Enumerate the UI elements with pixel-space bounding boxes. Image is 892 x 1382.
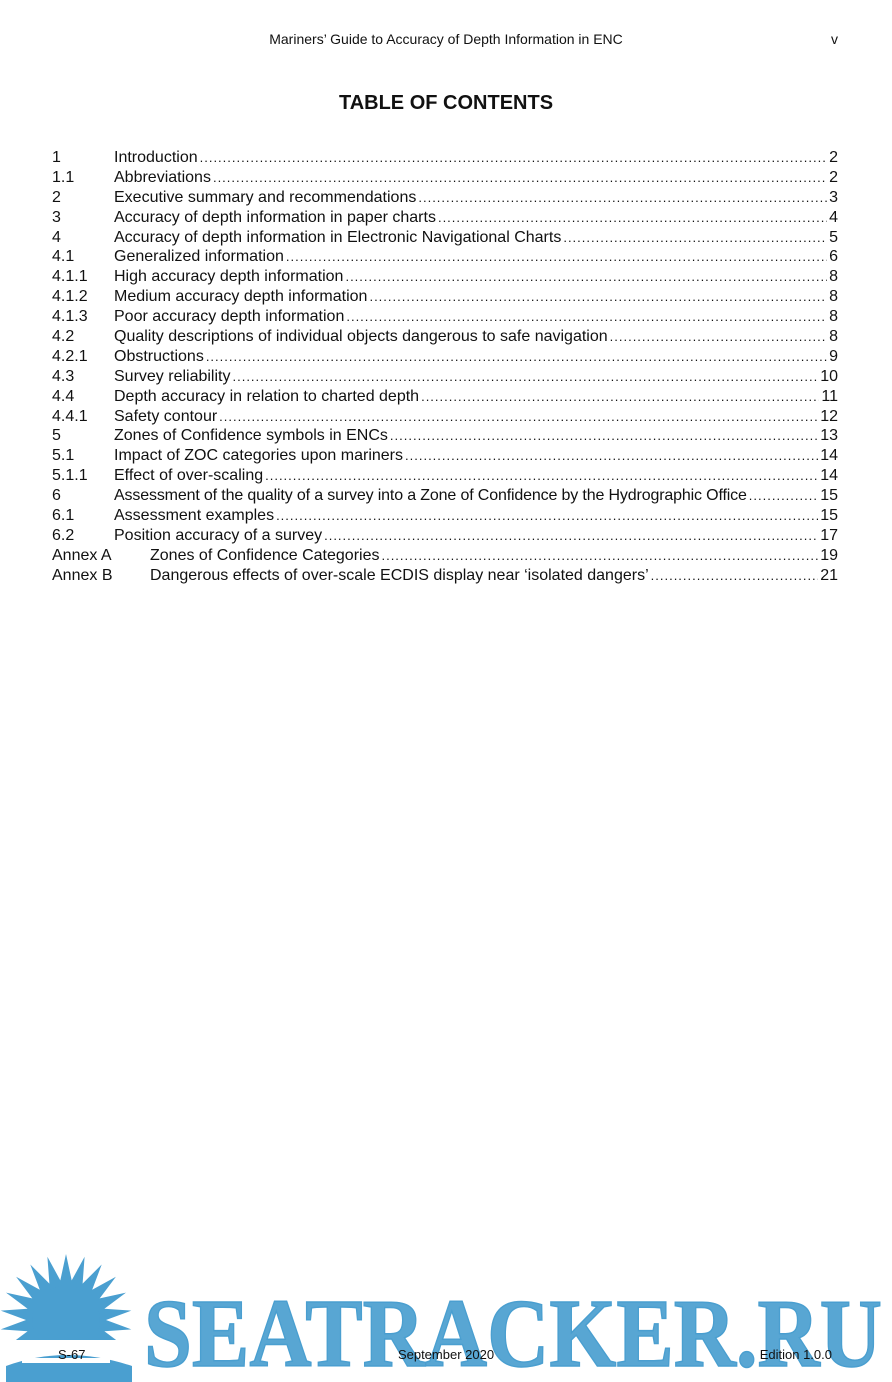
toc-entry-page: 2	[829, 149, 838, 166]
toc-entry-4-2[interactable]	[52, 327, 838, 347]
toc-entry-label: Zones of Confidence Categories	[150, 546, 380, 564]
toc-entry-label: Executive summary and recommendations	[114, 188, 417, 206]
dot-leader	[232, 367, 818, 387]
toc-entry-page: 15	[820, 487, 838, 505]
footer-edition: Edition 1.0.0	[759, 1347, 832, 1362]
dot-leader	[610, 327, 827, 347]
toc-entry-page: 19	[820, 546, 838, 564]
toc-entry-label: Quality descriptions of individual objects dangerous to safe navigation	[114, 328, 608, 346]
table-of-contents	[52, 148, 838, 586]
toc-entry-label: Obstructions	[114, 347, 204, 365]
toc-entry-label: Effect of over-scaling	[114, 467, 264, 485]
toc-entry-1[interactable]	[52, 148, 838, 168]
footer-date: September 2020	[397, 1347, 495, 1362]
toc-entry-annex-b[interactable]	[52, 566, 838, 586]
footer-document-code: S-67	[58, 1347, 86, 1362]
toc-entry-page: 3	[829, 188, 838, 206]
toc-entry-annex-a[interactable]	[52, 546, 838, 566]
toc-entry-page: 6	[829, 248, 838, 266]
toc-entry-label: Dangerous effects of over-scale ECDIS display near ‘isolated dangers’	[150, 566, 649, 584]
toc-entry-4-1[interactable]	[52, 247, 838, 267]
toc-entry-label: High accuracy depth information	[114, 268, 344, 286]
toc-entry-number: 4.4.1	[52, 407, 88, 425]
toc-entry-label: Zones of Confidence symbols in ENCs	[114, 427, 388, 445]
toc-entry-page: 14	[820, 467, 838, 485]
dot-leader	[265, 466, 818, 486]
toc-entry-label: Depth accuracy in relation to charted depth	[114, 387, 420, 405]
dot-leader	[418, 188, 827, 208]
dot-leader	[563, 228, 827, 248]
toc-entry-page: 17	[820, 526, 838, 544]
toc-entry-label: Assessment examples	[114, 507, 275, 525]
toc-entry-label: Accuracy of depth information in Electronic Navigational Charts	[114, 228, 562, 246]
toc-entry-number: Annex A	[52, 546, 112, 564]
toc-entry-page: 8	[829, 268, 838, 286]
toc-entry-page: 12	[820, 407, 838, 425]
toc-entry-number: 4.1.2	[52, 288, 88, 306]
toc-entry-4-1-1[interactable]	[52, 267, 838, 287]
dot-leader	[421, 387, 819, 407]
toc-entry-number: 4.1	[52, 248, 75, 266]
running-header-title: Mariners’ Guide to Accuracy of Depth Information in ENC	[269, 31, 623, 47]
toc-entry-number: 4.1.3	[52, 308, 88, 326]
toc-entry-number: 4.4	[52, 387, 75, 405]
toc-entry-page: 11	[821, 387, 838, 405]
toc-entry-label: Accuracy of depth information in paper charts	[114, 208, 436, 226]
toc-entry-label: Medium accuracy depth information	[114, 288, 368, 306]
dot-leader	[381, 546, 818, 566]
dot-leader	[438, 208, 827, 228]
toc-entry-number: 4.1.1	[52, 268, 88, 286]
toc-entry-number: 5	[52, 427, 61, 445]
toc-entry-page: 8	[829, 328, 838, 346]
toc-entry-label: Poor accuracy depth information	[114, 308, 345, 326]
toc-entry-label: Generalized information	[114, 248, 284, 266]
dot-leader	[390, 426, 818, 446]
toc-entry-4-2-1[interactable]	[52, 347, 838, 367]
watermark-text: SEATRACKER.RU	[144, 1280, 882, 1382]
sun-burst-icon	[0, 1254, 140, 1382]
toc-entry-6-1[interactable]	[52, 506, 838, 526]
toc-entry-1-1[interactable]	[52, 168, 838, 188]
page-number: v	[831, 31, 838, 47]
toc-entry-5-1-1[interactable]	[52, 466, 838, 486]
toc-entry-label: Position accuracy of a survey	[114, 526, 323, 544]
toc-heading: TABLE OF CONTENTS	[338, 92, 554, 114]
toc-entry-label: Impact of ZOC categories upon mariners	[114, 447, 404, 465]
toc-entry-2[interactable]	[52, 188, 838, 208]
dot-leader	[324, 526, 818, 546]
toc-entry-number: 5.1.1	[52, 467, 88, 485]
toc-entry-number: 6.2	[52, 526, 75, 544]
dot-leader	[219, 407, 818, 427]
toc-entry-label: Safety contour	[114, 407, 218, 425]
dot-leader	[206, 347, 827, 367]
toc-entry-page: 21	[820, 566, 838, 584]
toc-entry-label: Survey reliability	[114, 367, 231, 385]
toc-entry-page: 2	[829, 168, 838, 186]
toc-entry-number: 4	[52, 228, 61, 246]
toc-entry-4-1-2[interactable]	[52, 287, 838, 307]
toc-entry-number: 4.2.1	[52, 347, 88, 365]
toc-entry-number: 4.3	[52, 367, 75, 385]
toc-entry-label: Abbreviations	[114, 168, 211, 186]
dot-leader	[200, 148, 827, 168]
toc-entry-label: Introduction	[114, 149, 198, 166]
dot-leader	[749, 486, 818, 506]
toc-entry-label: Assessment of the quality of a survey into a Zone of Confidence by the Hydrographic Office	[114, 487, 747, 505]
toc-entry-4-3[interactable]	[52, 367, 838, 387]
toc-entry-page: 5	[829, 228, 838, 246]
toc-entry-number: 6.1	[52, 507, 75, 525]
dot-leader	[346, 307, 827, 327]
toc-entry-number: 4.2	[52, 328, 75, 346]
svg-text:SEATRACKER.RU: SEATRACKER.RU	[144, 1280, 882, 1382]
toc-entry-number: 5.1	[52, 447, 75, 465]
toc-entry-3[interactable]	[52, 208, 838, 228]
toc-entry-page: 15	[820, 507, 838, 525]
dot-leader	[286, 247, 827, 267]
toc-entry-page: 9	[829, 347, 838, 365]
toc-entry-number: 6	[52, 487, 61, 505]
toc-entry-5-1[interactable]	[52, 446, 838, 466]
toc-entry-page: 13	[820, 427, 838, 445]
dot-leader	[276, 506, 818, 526]
toc-entry-number: 2	[52, 188, 61, 206]
dot-leader	[213, 168, 827, 188]
dot-leader	[369, 287, 827, 307]
toc-entry-6[interactable]	[52, 486, 838, 506]
toc-entry-6-2[interactable]	[52, 526, 838, 546]
toc-entry-number: 1	[52, 149, 61, 166]
dot-leader	[651, 566, 819, 586]
toc-entry-number: Annex B	[52, 566, 113, 584]
toc-entry-page: 8	[829, 308, 838, 326]
toc-entry-5[interactable]	[52, 426, 838, 446]
dot-leader	[345, 267, 827, 287]
toc-entry-page: 14	[820, 447, 838, 465]
dot-leader	[405, 446, 818, 466]
toc-entry-4[interactable]	[52, 228, 838, 248]
toc-entry-page: 4	[829, 208, 838, 226]
toc-entry-page: 8	[829, 288, 838, 306]
toc-entry-4-1-3[interactable]	[52, 307, 838, 327]
toc-entry-page: 10	[820, 367, 838, 385]
toc-entry-number: 1.1	[52, 168, 75, 186]
toc-entry-4-4[interactable]	[52, 387, 838, 407]
toc-entry-number: 3	[52, 208, 61, 226]
toc-entry-4-4-1[interactable]	[52, 407, 838, 427]
